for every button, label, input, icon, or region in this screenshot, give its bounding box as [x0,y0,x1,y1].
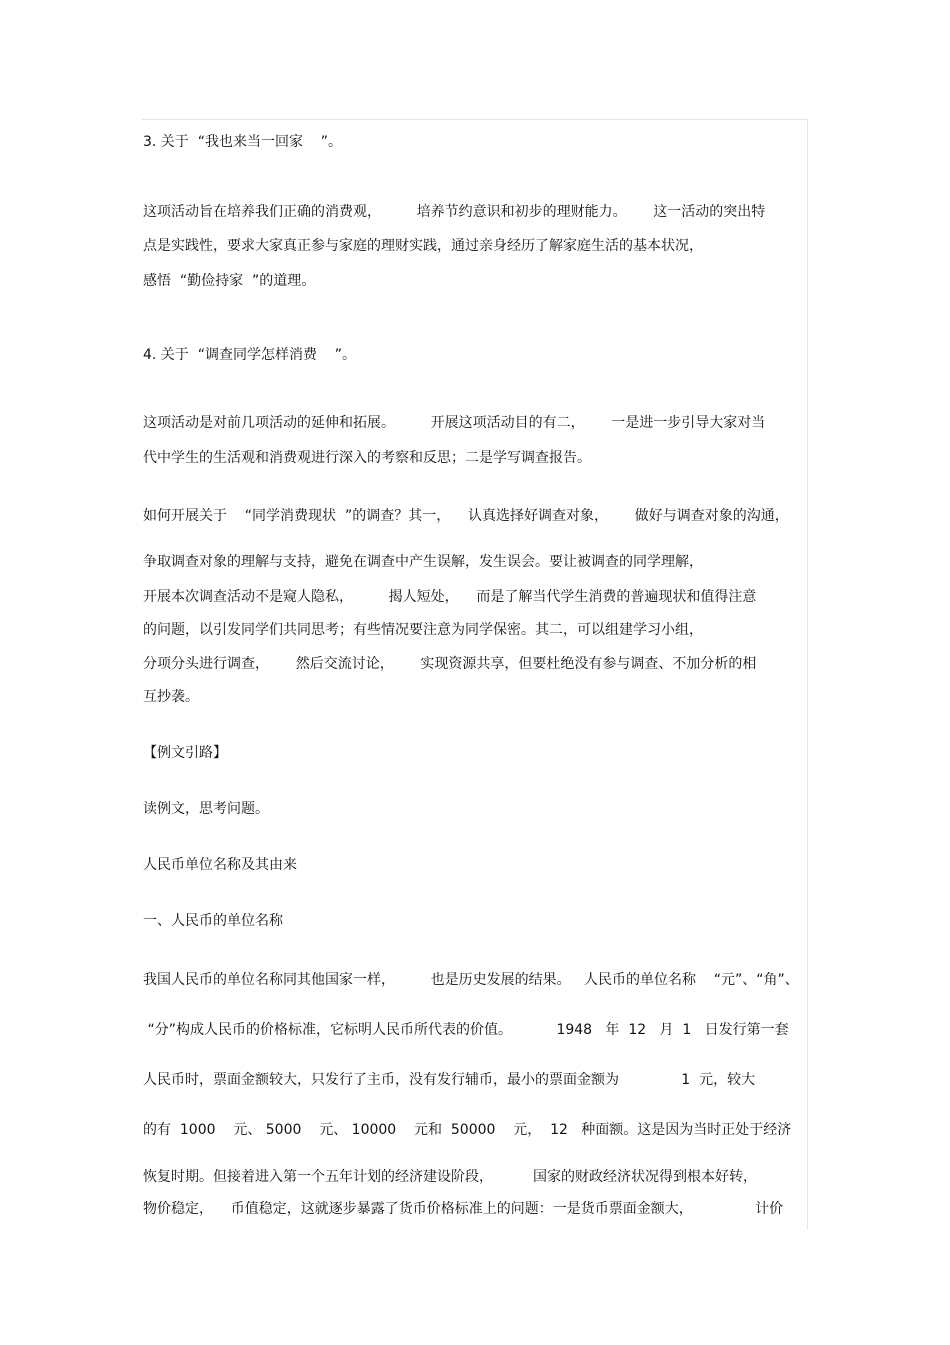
paragraph-line: 这项活动是对前几项活动的延伸和拓展。 开展这项活动目的有二， 一是进一步引导大家对当 [143,415,766,431]
paragraph-line: 人民币时，票面金额较大，只发行了主币，没有发行辅币，最小的票面金额为 1 元，较大 [143,1072,756,1088]
article-subheading: 一、人民币的单位名称 [143,913,283,929]
paragraph-line: 感悟 “勤俭持家 ”的道理。 [143,273,316,289]
section-heading-4: 4. 关于 “调查同学怎样消费 ”。 [143,347,357,363]
paragraph-line: 分项分头进行调查， 然后交流讨论， 实现资源共享，但要杜绝没有参与调查、不加分析的相 [143,656,757,672]
paragraph-line: 互抄袭。 [143,689,199,705]
paragraph-line: 恢复时期。但接着进入第一个五年计划的经济建设阶段， 国家的财政经济状况得到根本好转， [143,1169,758,1185]
paragraph-line: 物价稳定， 币值稳定，这就逐步暴露了货币价格标准上的问题：一是货币票面金额大， 计价 [143,1201,784,1217]
paragraph-line: 的有 1000 元、 5000 元、 10000 元和 50000 元， 12 种面额。这是因为当时正处于经济 [143,1122,792,1138]
paragraph-line: 点是实践性，要求大家真正参与家庭的理财实践，通过亲身经历了解家庭生活的基本状况， [143,238,703,254]
paragraph-line: 争取调查对象的理解与支持，避免在调查中产生误解，发生误会。要让被调查的同学理解， [143,554,703,570]
paragraph-line: “分”构成人民币的价格标准，它标明人民币所代表的价值。 1948 年 12 月 1 日发行第一套 [143,1022,789,1038]
paragraph-line: 读例文，思考问题。 [143,801,269,817]
section-heading-3: 3. 关于 “我也来当一回家 ”。 [143,134,343,150]
article-title: 人民币单位名称及其由来 [143,857,297,873]
paragraph-line: 代中学生的生活观和消费观进行深入的考察和反思；二是学写调查报告。 [143,450,591,466]
paragraph-line: 我国人民币的单位名称同其他国家一样， 也是历史发展的结果。 人民币的单位名称 “元”、“角”、 [143,972,799,988]
paragraph-line: 的问题，以引发同学们共同思考；有些情况要注意为同学保密。其二，可以组建学习小组， [143,622,703,638]
paragraph-line: 这项活动旨在培养我们正确的消费观， 培养节约意识和初步的理财能力。 这一活动的突出特 [143,204,766,220]
paragraph-line: 如何开展关于 “同学消费现状 ”的调查？其一， 认真选择好调查对象， 做好与调查对象的沟通， [143,508,789,524]
example-heading: 【例文引路】 [143,745,227,761]
paragraph-line: 开展本次调查活动不是窥人隐私， 揭人短处， 而是了解当代学生消费的普遍现状和值得注意 [143,589,757,605]
